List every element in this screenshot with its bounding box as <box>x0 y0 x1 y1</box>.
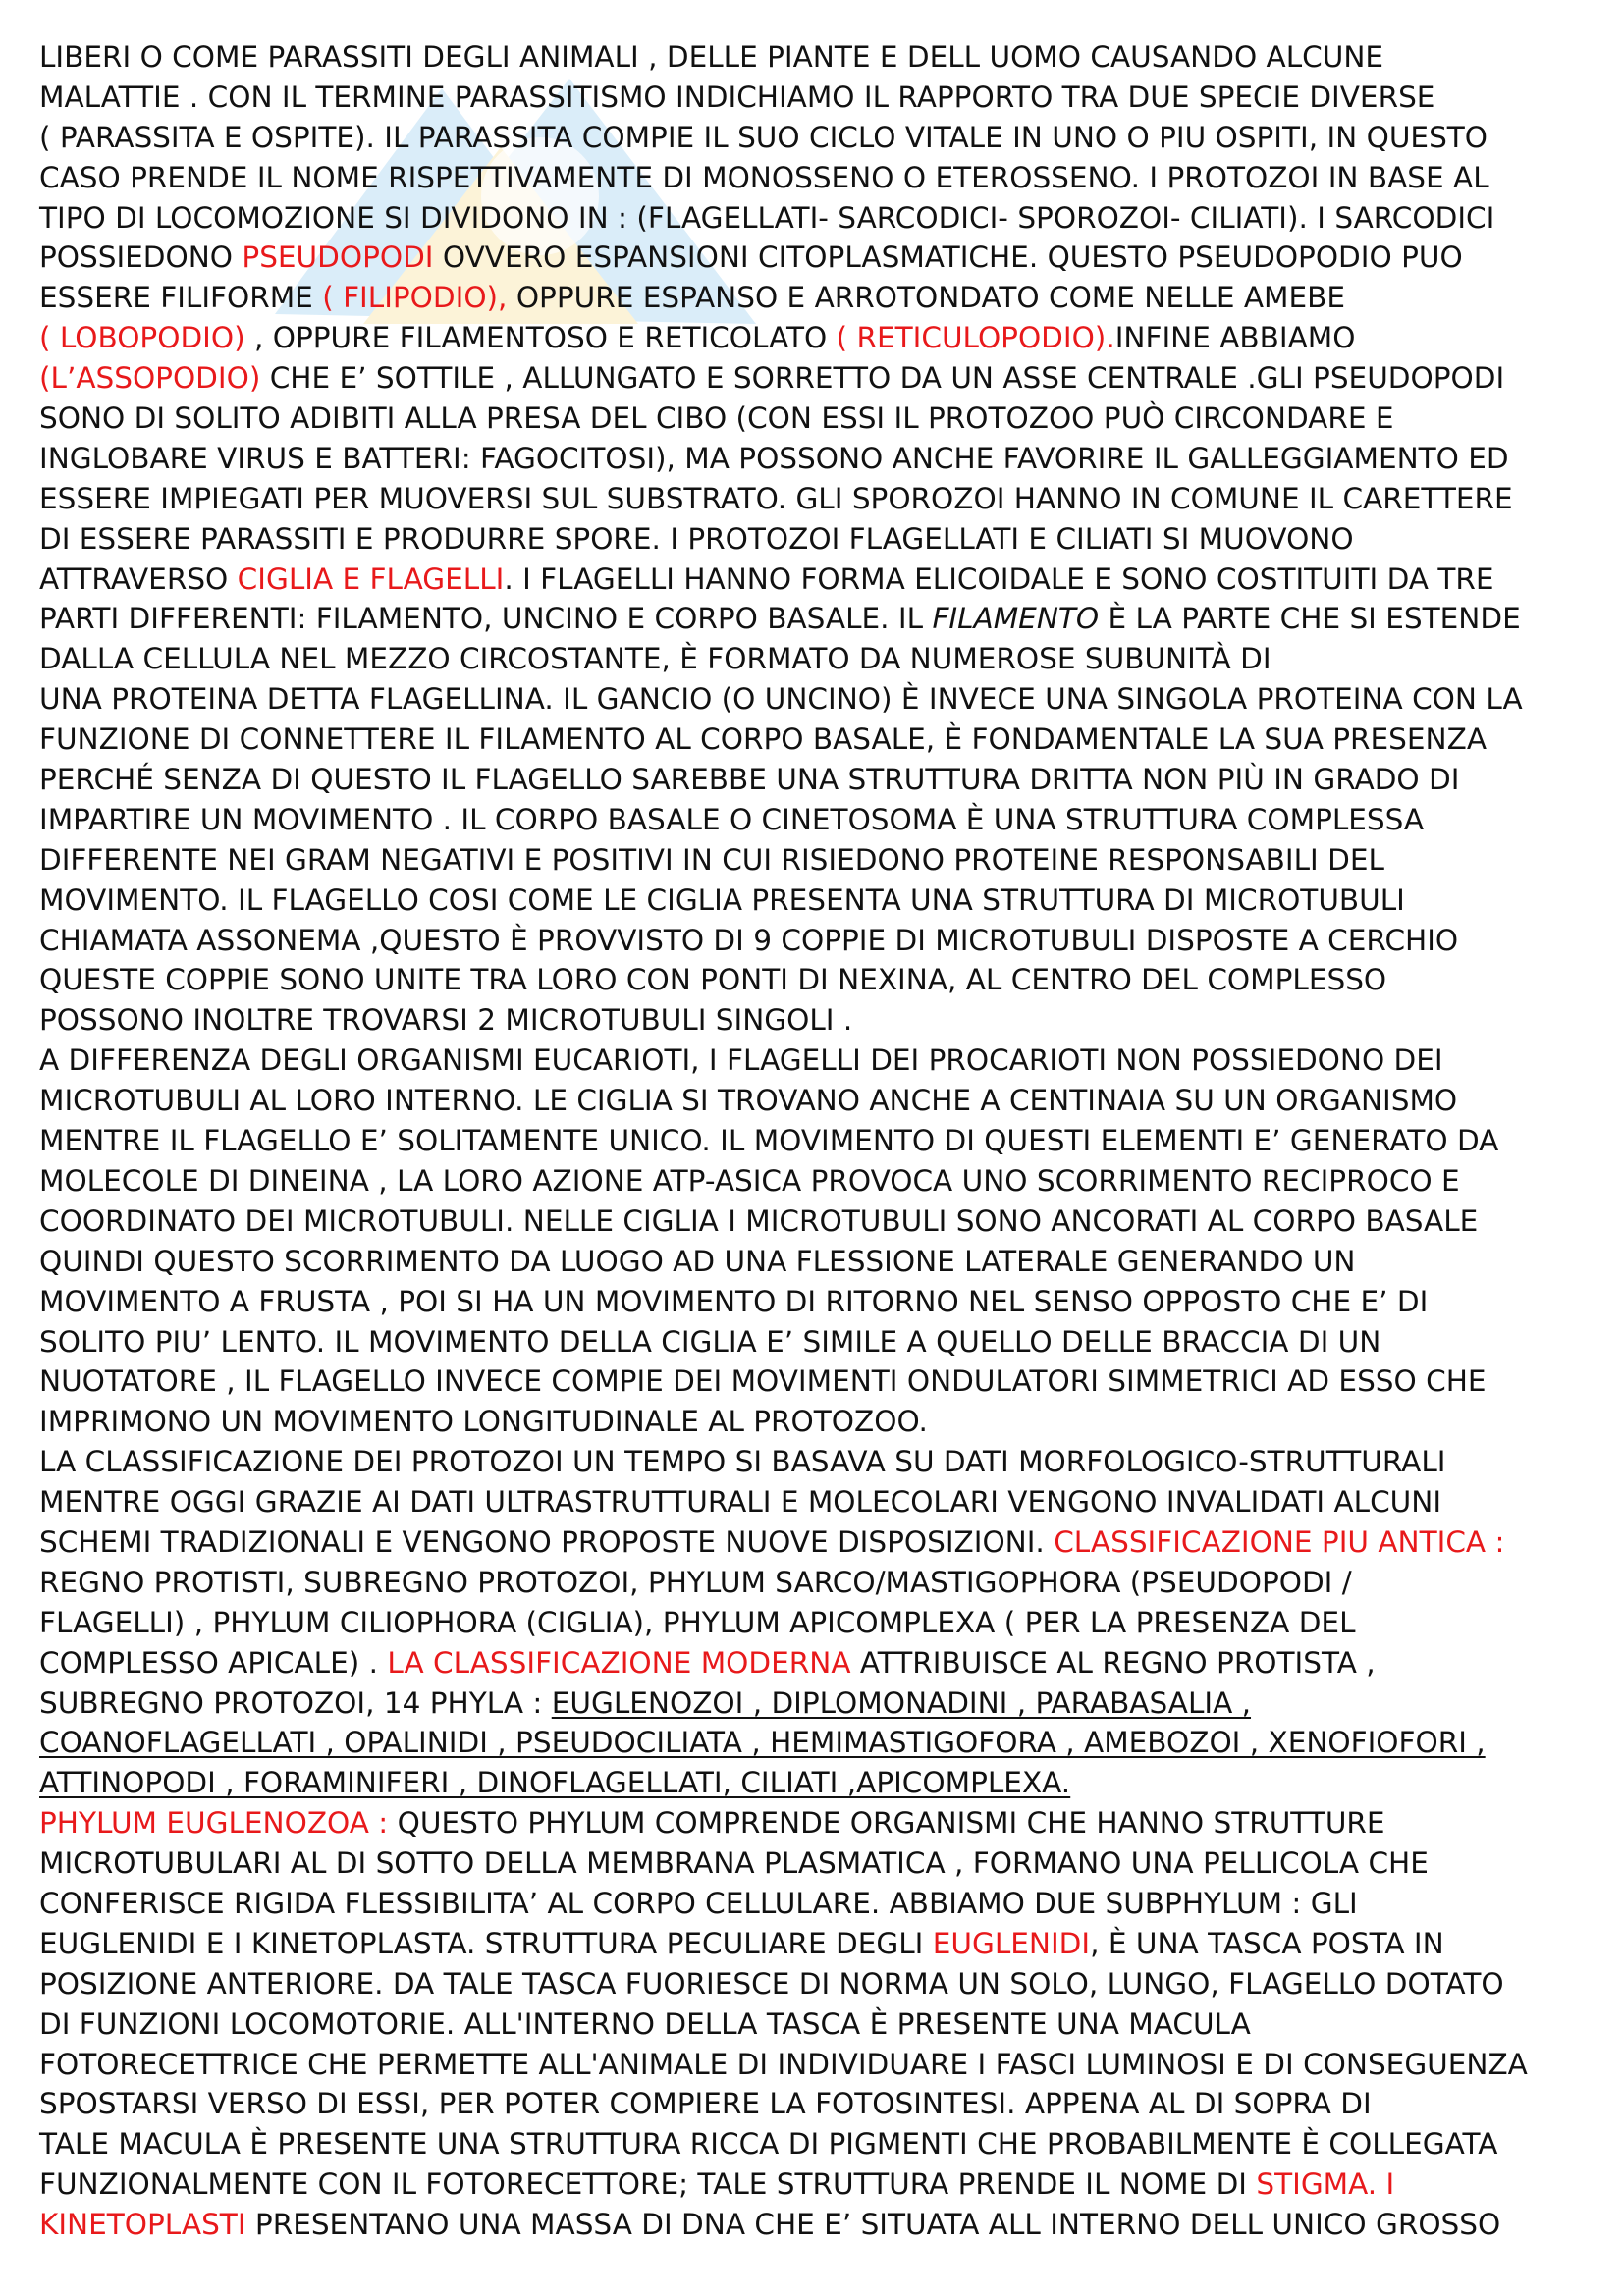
text-line <box>39 1041 1596 1081</box>
text-segment: MOVIMENTO. IL FLAGELLO COSI COME LE CIGLIA PRESENTA UNA STRUTTURA DI MICROTUBULI <box>39 882 1405 917</box>
text-segment: QUINDI QUESTO SCORRIMENTO DA LUOGO AD UNA FLESSIONE LATERALE GENERANDO UN <box>39 1244 1356 1278</box>
text-line <box>39 318 1596 358</box>
highlighted-term: EUGLENIDI <box>932 1926 1091 1960</box>
text-segment: DI FUNZIONI LOCOMOTORIE. ALL'INTERNO DELLA TASCA È PRESENTE UNA MACULA <box>39 2006 1251 2041</box>
text-segment: ( PARASSITA E OSPITE). IL PARASSITA COMPIE IL SUO CICLO VITALE IN UNO O PIU OSPITI, IN QUESTO <box>39 120 1488 154</box>
text-segment: QUESTO PHYLUM COMPRENDE ORGANISMI CHE HANNO STRUTTURE <box>388 1806 1385 1841</box>
text-segment: UNA PROTEINA DETTA FLAGELLINA. IL GANCIO (O UNCINO) È INVECE UNA SINGOLA PROTEINA CON LA <box>39 682 1523 717</box>
text-line <box>39 679 1596 720</box>
text-segment: FUNZIONE DI CONNETTERE IL FILAMENTO AL CORPO BASALE, È FONDAMENTALE LA SUA PRESENZA <box>39 722 1488 757</box>
text-line <box>39 1081 1596 1121</box>
text-segment: POSSONO INOLTRE TROVARSI 2 MICROTUBULI SINGOLI . <box>39 1003 853 1038</box>
highlighted-term: ( RETICULOPODIO). <box>836 321 1115 355</box>
text-segment: OPPURE ESPANSO E ARROTONDATO COME NELLE AMEBE <box>507 281 1346 315</box>
underlined-list: COANOFLAGELLATI , OPALINIDI , PSEUDOCILIATA , HEMIMASTIGOFORA , AMEBOZOI , XENOFIOFORI , <box>39 1726 1486 1760</box>
text-segment: INGLOBARE VIRUS E BATTERI: FAGOCITOSI), MA POSSONO ANCHE FAVORIRE IL GALLEGGIAMENTO ED <box>39 441 1509 475</box>
text-segment: PERCHÉ SENZA DI QUESTO IL FLAGELLO SAREBBE UNA STRUTTURA DRITTA NON PIÙ IN GRADO DI <box>39 763 1460 797</box>
text-segment: ESSERE FILIFORME <box>39 281 323 315</box>
text-segment: , È UNA TASCA POSTA IN <box>1090 1926 1444 1960</box>
text-line <box>39 1884 1596 1924</box>
text-segment: , OPPURE FILAMENTOSO E RETICOLATO <box>244 321 837 355</box>
text-line <box>39 1402 1596 1442</box>
highlighted-term: LA CLASSIFICAZIONE MODERNA <box>387 1645 851 1680</box>
text-segment: IMPARTIRE UN MOVIMENTO . IL CORPO BASALE O CINETOSOMA È UNA STRUTTURA COMPLESSA <box>39 802 1425 836</box>
text-segment: OVVERO ESPANSIONI CITOPLASMATICHE. QUESTO PSEUDOPODIO PUO <box>433 240 1463 275</box>
text-segment: COMPLESSO APICALE) . <box>39 1645 388 1680</box>
text-line <box>39 881 1596 921</box>
text-line <box>39 840 1596 881</box>
text-segment: DIFFERENTE NEI GRAM NEGATIVI E POSITIVI IN CUI RISIEDONO PROTEINE RESPONSABILI DEL <box>39 842 1384 877</box>
text-line <box>39 1763 1596 1803</box>
text-segment: PRESENTANO UNA MASSA DI DNA CHE E’ SITUATA ALL INTERNO DELL UNICO GROSSO <box>245 2208 1501 2242</box>
text-segment: FUNZIONALMENTE CON IL FOTORECETTORE; TALE STRUTTURA PRENDE IL NOME DI <box>39 2167 1257 2202</box>
text-segment: EUGLENIDI E I KINETOPLASTA. STRUTTURA PECULIARE DEGLI <box>39 1926 933 1960</box>
italic-term: FILAMENTO <box>932 602 1100 636</box>
text-line <box>39 1563 1596 1603</box>
text-segment: SOLITO PIU’ LENTO. IL MOVIMENTO DELLA CIGLIA E’ SIMILE A QUELLO DELLE BRACCIA DI UN <box>39 1324 1381 1359</box>
text-line <box>39 639 1596 679</box>
text-segment: COORDINATO DEI MICROTUBULI. NELLE CIGLIA I MICROTUBULI SONO ANCORATI AL CORPO BASALE <box>39 1203 1479 1238</box>
text-line <box>39 1843 1596 1884</box>
text-segment: MENTRE OGGI GRAZIE AI DATI ULTRASTRUTTURALI E MOLECOLARI VENGONO INVALIDATI ALCUNI <box>39 1485 1442 1520</box>
text-line <box>39 1924 1596 1964</box>
text-segment: È LA PARTE CHE SI ESTENDE <box>1099 602 1521 636</box>
text-segment: ESSERE IMPIEGATI PER MUOVERSI SUL SUBSTRATO. GLI SPOROZOI HANNO IN COMUNE IL CARETTERE <box>39 481 1513 515</box>
text-segment: SPOSTARSI VERSO DI ESSI, PER POTER COMPIERE LA FOTOSINTESI. APPENA AL DI SOPRA DI <box>39 2087 1372 2121</box>
text-segment: ATTRAVERSO <box>39 561 238 596</box>
text-line <box>39 2045 1596 2085</box>
text-line <box>39 1482 1596 1522</box>
text-line <box>39 1522 1596 1563</box>
text-segment: CONFERISCE RIGIDA FLESSIBILITA’ AL CORPO CELLULARE. ABBIAMO DUE SUBPHYLUM : GLI <box>39 1886 1358 1920</box>
text-segment: DI ESSERE PARASSITI E PRODURRE SPORE. I PROTOZOI FLAGELLATI E CILIATI SI MUOVONO <box>39 521 1354 556</box>
highlighted-term: ( LOBOPODIO) <box>39 321 245 355</box>
text-segment: SUBREGNO PROTOZOI, 14 PHYLA : <box>39 1685 552 1720</box>
text-line <box>39 960 1596 1000</box>
text-segment: FOTORECETTRICE CHE PERMETTE ALL'ANIMALE DI INDIVIDUARE I FASCI LUMINOSI E DI CONSEGUENZA <box>39 2047 1528 2081</box>
text-segment: FLAGELLI) , PHYLUM CILIOPHORA (CIGLIA), PHYLUM APICOMPLEXA ( PER LA PRESENZA DEL <box>39 1605 1356 1639</box>
text-line <box>39 1603 1596 1643</box>
text-line <box>39 519 1596 560</box>
text-segment: ATTRIBUISCE AL REGNO PROTISTA , <box>850 1645 1376 1680</box>
text-segment: IMPRIMONO UN MOVIMENTO LONGITUDINALE AL PROTOZOO. <box>39 1405 928 1439</box>
text-line <box>39 1683 1596 1724</box>
text-line <box>39 479 1596 519</box>
text-line <box>39 1282 1596 1322</box>
text-line <box>39 1201 1596 1242</box>
text-line <box>39 599 1596 639</box>
text-line <box>39 2164 1596 2205</box>
text-line <box>39 760 1596 800</box>
text-line <box>39 1000 1596 1041</box>
text-segment: POSSIEDONO <box>39 240 243 275</box>
underlined-list: ATTINOPODI , FORAMINIFERI , DINOFLAGELLATI, CILIATI ,APICOMPLEXA. <box>39 1766 1071 1800</box>
text-segment: LA CLASSIFICAZIONE DEI PROTOZOI UN TEMPO SI BASAVA SU DATI MORFOLOGICO-STRUTTURALI <box>39 1445 1446 1479</box>
text-line <box>39 37 1596 78</box>
text-segment: POSIZIONE ANTERIORE. DA TALE TASCA FUORIESCE DI NORMA UN SOLO, LUNGO, FLAGELLO DOTATO <box>39 1966 1504 2001</box>
text-line <box>39 1964 1596 2004</box>
text-segment: MALATTIE . CON IL TERMINE PARASSITISMO INDICHIAMO IL RAPPORTO TRA DUE SPECIE DIVERSE <box>39 80 1435 114</box>
text-segment: MENTRE IL FLAGELLO E’ SOLITAMENTE UNICO. IL MOVIMENTO DI QUESTI ELEMENTI E’ GENERATO DA <box>39 1124 1499 1158</box>
text-line <box>39 921 1596 961</box>
text-segment: LIBERI O COME PARASSITI DEGLI ANIMALI , DELLE PIANTE E DELL UOMO CAUSANDO ALCUNE <box>39 40 1384 74</box>
text-line <box>39 198 1596 239</box>
highlighted-term: CIGLIA E FLAGELLI <box>237 561 505 596</box>
text-line <box>39 278 1596 318</box>
highlighted-term: KINETOPLASTI <box>39 2208 246 2242</box>
text-segment: QUESTE COPPIE SONO UNITE TRA LORO CON PONTI DI NEXINA, AL CENTRO DEL COMPLESSO <box>39 963 1387 997</box>
text-line <box>39 358 1596 399</box>
text-line <box>39 399 1596 439</box>
text-segment: MOVIMENTO A FRUSTA , POI SI HA UN MOVIMENTO DI RITORNO NEL SENSO OPPOSTO CHE E’ DI <box>39 1284 1429 1318</box>
text-segment: INFINE ABBIAMO <box>1114 321 1356 355</box>
text-line <box>39 238 1596 278</box>
highlighted-term: PHYLUM EUGLENOZOA : <box>39 1806 389 1841</box>
text-line <box>39 2084 1596 2124</box>
text-segment: REGNO PROTISTI, SUBREGNO PROTOZOI, PHYLUM SARCO/MASTIGOPHORA (PSEUDOPODI / <box>39 1565 1352 1599</box>
highlighted-term: (L’ASSOPODIO) <box>39 361 261 396</box>
text-line <box>39 78 1596 118</box>
text-line <box>39 1322 1596 1362</box>
highlighted-term: STIGMA. I <box>1256 2167 1395 2202</box>
text-segment: MICROTUBULARI AL DI SOTTO DELLA MEMBRANA PLASMATICA , FORMANO UNA PELLICOLA CHE <box>39 1846 1429 1881</box>
highlighted-term: PSEUDOPODI <box>242 240 434 275</box>
text-line <box>39 800 1596 840</box>
text-segment: MICROTUBULI AL LORO INTERNO. LE CIGLIA SI TROVANO ANCHE A CENTINAIA SU UN ORGANISMO <box>39 1084 1458 1118</box>
text-line <box>39 1121 1596 1161</box>
text-segment: NUOTATORE , IL FLAGELLO INVECE COMPIE DEI MOVIMENTI ONDULATORI SIMMETRICI AD ESSO CHE <box>39 1364 1487 1399</box>
text-segment: MOLECOLE DI DINEINA , LA LORO AZIONE ATP-ASICA PROVOCA UNO SCORRIMENTO RECIPROCO E <box>39 1163 1460 1198</box>
text-segment: CASO PRENDE IL NOME RISPETTIVAMENTE DI MONOSSENO O ETEROSSENO. I PROTOZOI IN BASE AL <box>39 160 1489 194</box>
text-line <box>39 2124 1596 2164</box>
text-line <box>39 1362 1596 1402</box>
text-segment: CHIAMATA ASSONEMA ,QUESTO È PROVVISTO DI 9 COPPIE DI MICROTUBULI DISPOSTE A CERCHIO <box>39 923 1459 957</box>
text-line <box>39 1803 1596 1843</box>
text-line <box>39 2205 1596 2245</box>
text-line <box>39 1643 1596 1683</box>
text-segment: SONO DI SOLITO ADIBITI ALLA PRESA DEL CIBO (CON ESSI IL PROTOZOO PUÒ CIRCONDARE E <box>39 401 1394 436</box>
text-segment: PARTI DIFFERENTI: FILAMENTO, UNCINO E CORPO BASALE. IL <box>39 602 933 636</box>
text-line <box>39 1161 1596 1201</box>
text-line <box>39 560 1596 600</box>
text-segment: CHE E’ SOTTILE , ALLUNGATO E SORRETTO DA UN ASSE CENTRALE .GLI PSEUDOPODI <box>260 361 1505 396</box>
document-body <box>39 37 1596 2245</box>
text-segment: A DIFFERENZA DEGLI ORGANISMI EUCARIOTI, I FLAGELLI DEI PROCARIOTI NON POSSIEDONO DEI <box>39 1043 1443 1078</box>
text-line <box>39 1242 1596 1282</box>
text-segment: . I FLAGELLI HANNO FORMA ELICOIDALE E SONO COSTITUITI DA TRE <box>504 561 1494 596</box>
text-segment: SCHEMI TRADIZIONALI E VENGONO PROPOSTE NUOVE DISPOSIZIONI. <box>39 1524 1055 1559</box>
text-segment: TALE MACULA È PRESENTE UNA STRUTTURA RICCA DI PIGMENTI CHE PROBABILMENTE È COLLEGATA <box>39 2127 1498 2162</box>
text-line <box>39 1442 1596 1482</box>
text-line <box>39 720 1596 760</box>
text-line <box>39 118 1596 158</box>
text-segment: DALLA CELLULA NEL MEZZO CIRCOSTANTE, È FORMATO DA NUMEROSE SUBUNITÀ DI <box>39 642 1271 676</box>
underlined-list: EUGLENOZOI , DIPLOMONADINI , PARABASALIA , <box>551 1685 1252 1720</box>
text-segment: TIPO DI LOCOMOZIONE SI DIVIDONO IN : (FLAGELLATI- SARCODICI- SPOROZOI- CILIATI). I SARCODICI <box>39 200 1495 235</box>
highlighted-term: ( FILIPODIO), <box>322 281 508 315</box>
text-line <box>39 158 1596 198</box>
text-line <box>39 439 1596 479</box>
text-line <box>39 1723 1596 1763</box>
highlighted-term: CLASSIFICAZIONE PIU ANTICA : <box>1054 1524 1505 1559</box>
text-line <box>39 2004 1596 2045</box>
